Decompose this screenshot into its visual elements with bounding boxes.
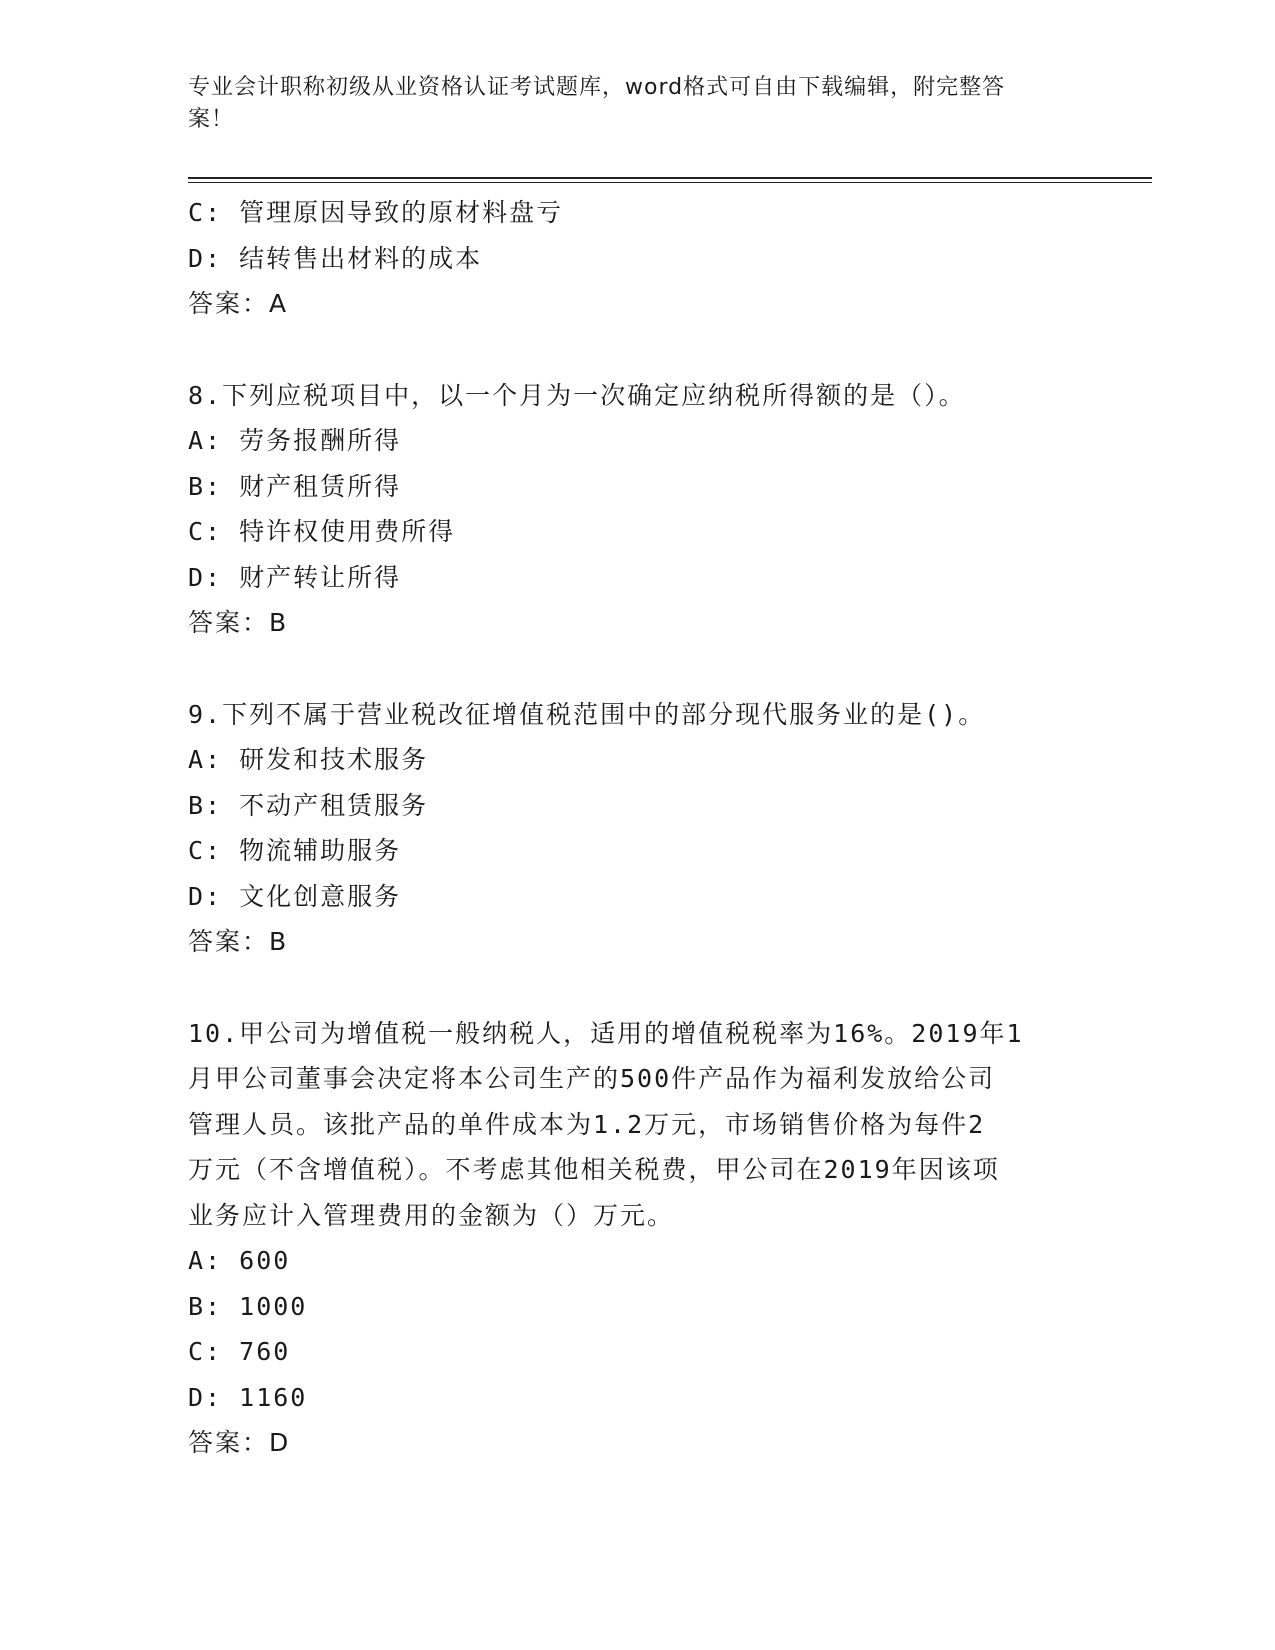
answer-line: 答案：D bbox=[188, 1428, 291, 1457]
option-b: B: 不动产租赁服务 bbox=[188, 790, 429, 820]
option-c: C: 760 bbox=[188, 1337, 291, 1366]
answer-line: 答案：A bbox=[188, 289, 289, 318]
spacer bbox=[188, 646, 1088, 692]
question-8 bbox=[188, 373, 1088, 646]
option-c: C: 管理原因导致的原材料盘亏 bbox=[188, 198, 564, 227]
answer-line: 答案：B bbox=[188, 608, 289, 637]
header-line-1: 专业会计职称初级从业资格认证考试题库，word格式可自由下载编辑，附完整答 bbox=[188, 75, 1006, 100]
page-header bbox=[188, 72, 1068, 136]
header-divider-thick bbox=[188, 177, 1152, 179]
option-d: D: 结转售出材料的成本 bbox=[188, 243, 483, 273]
header-line-2: 案！ bbox=[188, 107, 235, 132]
question-stem: 8.下列应税项目中，以一个月为一次确定应纳税所得额的是（）。 bbox=[188, 380, 966, 410]
question-7-tail bbox=[188, 190, 1088, 327]
question-stem bbox=[188, 1011, 1088, 1239]
header-divider-thin bbox=[188, 182, 1152, 183]
option-a: A: 劳务报酬所得 bbox=[188, 426, 402, 455]
stem-line: 业务应计入管理费用的金额为（）万元。 bbox=[188, 1200, 675, 1230]
option-c: C: 特许权使用费所得 bbox=[188, 517, 456, 546]
option-a: A: 研发和技术服务 bbox=[188, 745, 429, 774]
spacer bbox=[188, 965, 1088, 1011]
stem-line: 10.甲公司为增值税一般纳税人，适用的增值税税率为16%。2019年1 bbox=[188, 1018, 1024, 1048]
option-d: D: 财产转让所得 bbox=[188, 562, 402, 592]
stem-line: 万元（不含增值税）。不考虑其他相关税费，甲公司在2019年因该项 bbox=[188, 1155, 1000, 1184]
spacer bbox=[188, 327, 1088, 373]
question-stem: 9.下列不属于营业税改征增值税范围中的部分现代服务业的是()。 bbox=[188, 699, 986, 729]
question-content bbox=[188, 190, 1088, 1466]
option-b: B: 财产租赁所得 bbox=[188, 471, 402, 501]
stem-line: 管理人员。该批产品的单件成本为1.2万元，市场销售价格为每件2 bbox=[188, 1109, 986, 1139]
question-10 bbox=[188, 1011, 1088, 1466]
option-b: B: 1000 bbox=[188, 1291, 308, 1321]
option-d: D: 1160 bbox=[188, 1382, 308, 1412]
question-9 bbox=[188, 692, 1088, 965]
answer-line: 答案：B bbox=[188, 927, 289, 956]
option-d: D: 文化创意服务 bbox=[188, 881, 402, 911]
option-c: C: 物流辅助服务 bbox=[188, 836, 402, 865]
option-a: A: 600 bbox=[188, 1246, 291, 1275]
stem-line: 月甲公司董事会决定将本公司生产的500件产品作为福利发放给公司 bbox=[188, 1064, 996, 1093]
